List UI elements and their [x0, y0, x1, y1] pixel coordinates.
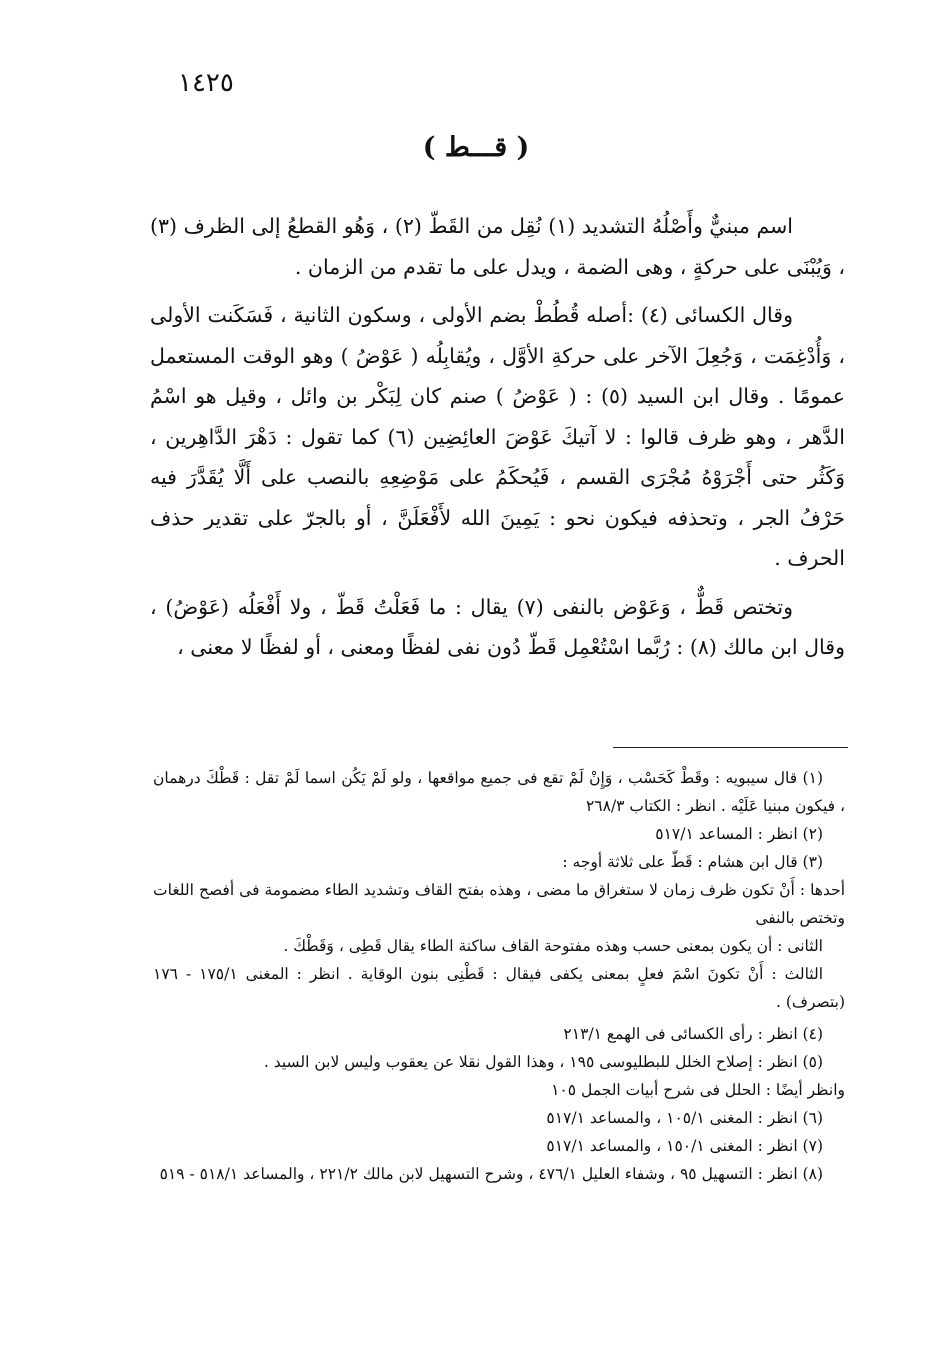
- footnote-2: (٢) انظر : المساعد ٥١٧/١: [655, 825, 823, 843]
- footnote-4: (٤) انظر : رأى الكسائى فى الهمع ٢١٣/١: [563, 1025, 823, 1043]
- page-number: ١٤٢٥: [178, 68, 234, 98]
- body-paragraph: وتختص قَطٌّ ، وَعَوْض بالنفى (٧) يقال : ما فَعَلْتُ قَطّ ، ولا أَفْعَلُه (عَوْضُ) ، وقال ابن مالك (٨) : رُبَّما اسْتُعْمِل قَطّ دُون نفى لفظًا ومعنى ، أو لفظًا لا معنى ،: [150, 594, 845, 659]
- footnote-divider: [613, 747, 848, 748]
- footnote-3-first-sense: أحدها : أَنْ تكون ظرف زمان لا ستغراق ما مضى ، وهذه بفتح القاف وتشديد الطاء مضمومة فى أفصح اللغات وتختص بالنفى: [153, 881, 845, 927]
- footnote-1: (١) قال سيبويه : وقَطْ كَحَسْب ، وَإِنْ لَمْ تقع فى جميع مواقعها ، ولو لَمْ يَكُن اسما لَمْ تقل : قَطْكَ درهمان ، فيكون مبنيا عَلَيْه . انظر : الكتاب ٢٦٨/٣: [153, 769, 845, 815]
- footnote-5: (٥) انظر : إصلاح الخلل للبطليوسى ١٩٥ ، وهذا القول نقلا عن يعقوب وليس لابن السيد .: [263, 1053, 823, 1071]
- footnote-3: (٣) قال ابن هشام : قَطّ على ثلاثة أوجه :: [562, 853, 823, 871]
- footnotes: [153, 764, 845, 1188]
- footnote-5-see-also: وانظر أيضًا : الحلل فى شرح أبيات الجمل ١٠٥: [551, 1081, 845, 1099]
- footnote-3-third-sense: الثالث : أَنْ تكونَ اسْمَ فعلٍ بمعنى يكفى فيقال : قَطْنِى بنون الوقاية . انظر : المغنى ١٧٥/١ - ١٧٦ (بتصرف) .: [153, 965, 845, 1011]
- footnote-6: (٦) انظر : المغنى ١٠٥/١ ، والمساعد ٥١٧/١: [546, 1109, 823, 1127]
- footnote-7: (٧) انظر : المغنى ١٥٠/١ ، والمساعد ٥١٧/١: [546, 1137, 823, 1155]
- entry-title: ( قـــط ): [422, 132, 530, 163]
- body-text: [150, 206, 845, 668]
- body-paragraph: اسم مبنيٌّ وأَصْلُهُ التشديد (١) نُقِل من القَطّ (٢) ، وَهُو القطعُ إلى الظرف (٣) ، وَيُبْنَى على حركةٍ ، وهى الضمة ، ويدل على ما تقدم من الزمان .: [150, 214, 845, 279]
- footnote-3-second-sense: الثانى : أن يكون بمعنى حسب وهذه مفتوحة القاف ساكنة الطاء يقال قَطِى ، وَقَطْكَ .: [283, 937, 823, 955]
- footnote-8: (٨) انظر : التسهيل ٩٥ ، وشفاء العليل ٤٧٦/١ ، وشرح التسهيل لابن مالك ٢٢١/٢ ، والمساعد ٥١٨/١ - ٥١٩: [159, 1165, 823, 1183]
- body-paragraph: وقال الكسائى (٤) :أصله قُطُطْ بضم الأولى ، وسكون الثانية ، فَسَكَنت الأولى ، وَأُدْغِمَت ، وَجُعِلَ الآخر على حركةِ الأوَّل ، ويُقابِلُه ( عَوْضُ ) وهو الوقت المستعمل عمومًا . وقال ابن السيد (٥) : ( عَوْضُ ) صنم كان لِبَكْر بن وائل ، وقيل هو اسْمُ الدَّهر ، وهو ظرف قالوا : لا آتيكَ عَوْضَ العائِضِين (٦) كما تقول : دَهْرَ الدَّاهِرين ، وَكَثُر حتى أَجْرَوْهُ مُجْرَى القسم ، فَيُحكَمُ على مَوْضِعِهِ بالنصب على أَلَّا يُقَدَّرَ فيه حَرْفُ الجر ، وتحذفه فيكون نحو : يَمِينَ الله لأَفْعَلَنَّ ، أو بالجرّ على تقدير حذف الحرف .: [150, 303, 845, 570]
